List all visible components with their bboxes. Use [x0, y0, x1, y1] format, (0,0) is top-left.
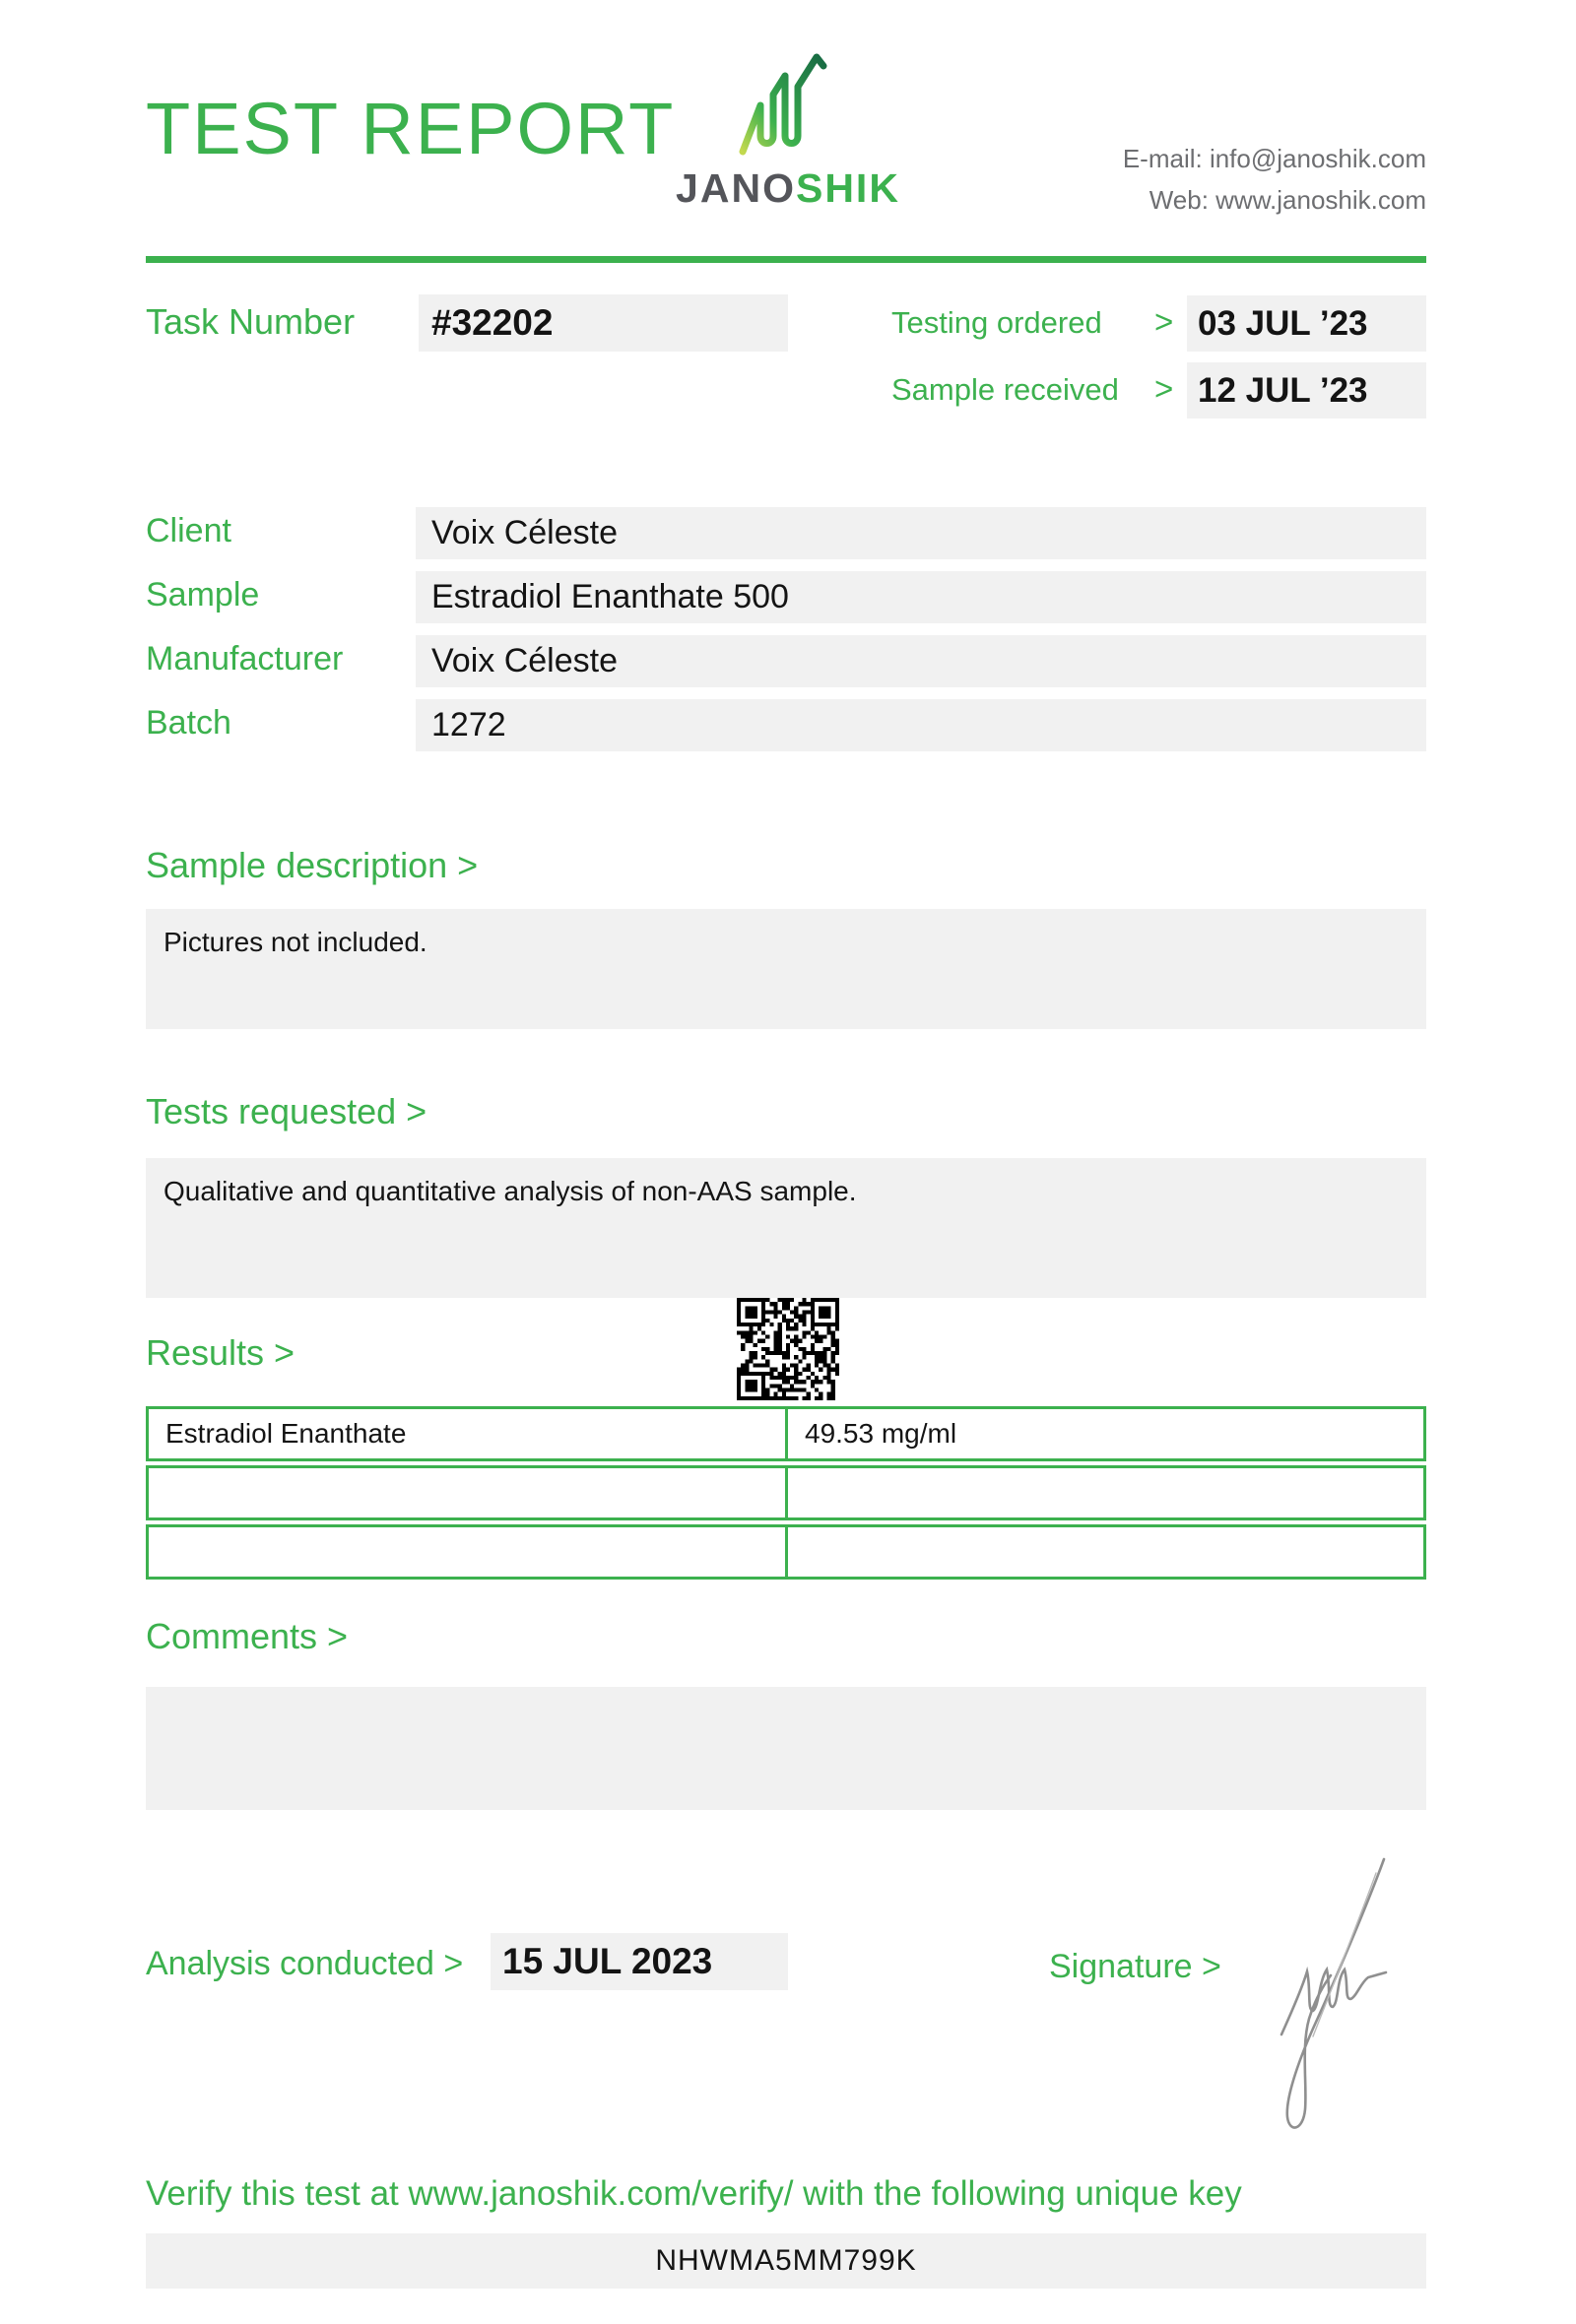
result-cell [788, 1527, 1423, 1577]
testing-ordered-label: Testing ordered [891, 305, 1102, 340]
comments-box [146, 1687, 1426, 1810]
sample-received-value: 12 JUL ’23 [1187, 362, 1426, 419]
tests-requested-box [146, 1158, 1426, 1298]
sample-description-box [146, 909, 1426, 1029]
sample-received-label: Sample received [891, 372, 1119, 407]
task-number-label: Task Number [146, 301, 356, 342]
results-heading: Results > [146, 1332, 296, 1373]
table-row [146, 1465, 1426, 1520]
tests-requested-heading: Tests requested > [146, 1091, 427, 1131]
sample-description-heading: Sample description > [146, 845, 479, 885]
results-table [146, 1406, 1426, 1583]
analyte-cell: Estradiol Enanthate [149, 1409, 788, 1458]
contact-email: E-mail: info@janoshik.com [1122, 144, 1426, 173]
janoshik-logo-icon [737, 49, 835, 165]
signature-label: Signature > [1049, 1948, 1221, 1985]
task-number-value: #32202 [419, 294, 788, 352]
sample-description-text: Pictures not included. [164, 927, 427, 957]
testing-ordered-value: 03 JUL ’23 [1187, 295, 1426, 352]
analyte-cell [149, 1527, 788, 1577]
testing-ordered-arrow-icon: > [1154, 303, 1174, 340]
client-label: Client [146, 512, 231, 549]
result-cell: 49.53 mg/ml [805, 1418, 957, 1449]
result-cell [788, 1468, 1423, 1517]
logo-text-jano: JANO [676, 165, 796, 211]
verify-instruction: Verify this test at www.janoshik.com/verify/ with the following unique key [146, 2174, 1242, 2213]
manufacturer-value: Voix Céleste [416, 635, 1426, 687]
contact-info [1123, 138, 1426, 221]
comments-heading: Comments > [146, 1616, 349, 1656]
tests-requested-text: Qualitative and quantitative analysis of non-AAS sample. [164, 1176, 857, 1206]
manufacturer-label: Manufacturer [146, 640, 344, 678]
verify-key: NHWMA5MM799K [146, 2233, 1426, 2289]
client-value: Voix Céleste [416, 507, 1426, 559]
sample-received-arrow-icon: > [1154, 370, 1174, 407]
table-row [146, 1524, 1426, 1580]
qr-code [737, 1298, 839, 1400]
batch-value: 1272 [416, 699, 1426, 751]
sample-label: Sample [146, 576, 260, 613]
header-divider [146, 256, 1426, 263]
table-row [146, 1406, 1426, 1461]
page-title: TEST REPORT [146, 88, 676, 169]
sample-value: Estradiol Enanthate 500 [416, 571, 1426, 623]
janoshik-logo-text [658, 165, 918, 212]
analyte-cell [149, 1468, 788, 1517]
batch-label: Batch [146, 704, 231, 742]
signature-image [1274, 1851, 1392, 2137]
logo-text-shik: SHIK [795, 165, 900, 211]
analysis-conducted-date: 15 JUL 2023 [491, 1933, 788, 1990]
contact-web: Web: www.janoshik.com [1149, 185, 1426, 215]
analysis-conducted-label: Analysis conducted > [146, 1945, 464, 1982]
